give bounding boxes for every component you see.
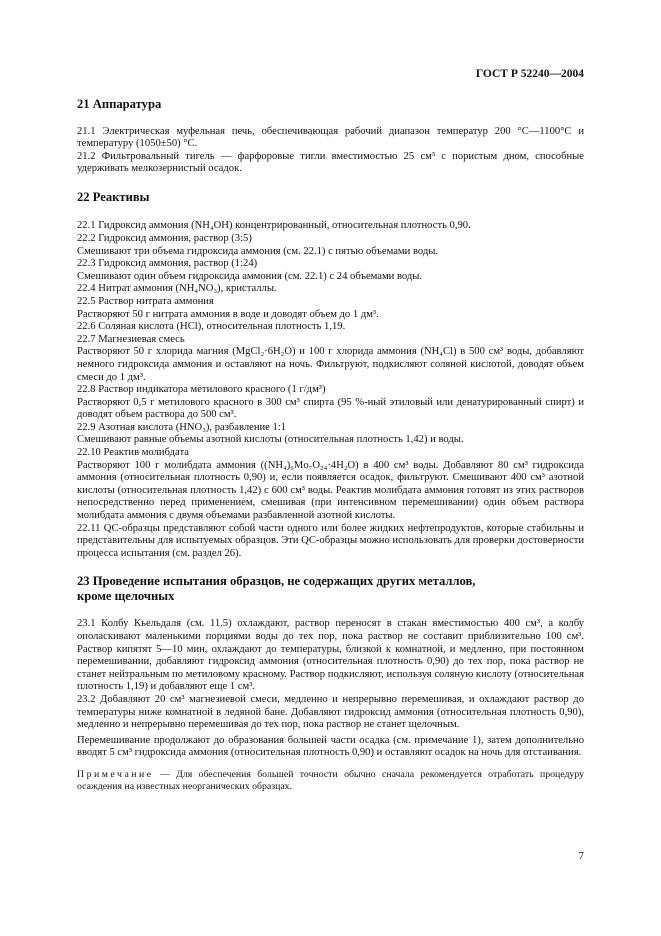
- note-text: — Для обеспечения большей точности обычно сначала рекомендуется отработать процедуру осаждения на известных неорганических образцах.: [77, 768, 584, 792]
- paragraph-23-3: Перемешивание продолжают до образования большей части осадка (см. примечание 1), затем дополнительно вводят 5 см³ гидроксида аммония (относительная плотность 0,90) и оставляют осадок на ночь для отстаивания.: [77, 734, 584, 759]
- note-label: Примечание: [77, 768, 154, 780]
- section-23-title: [77, 574, 584, 603]
- section-23-title-line1: 23 Проведение испытания образцов, не содержащих других металлов,: [77, 574, 476, 589]
- paragraph-23-1: 23.1 Колбу Кьельдаля (см. 11.5) охлаждают, раствор переносят в стакан вместимостью 400 см³, а колбу ополаскивают маленькими порциями воды до тех пор, пока раствор не составит приблизительно 100 см³. Раствор кипятят 5—10 мин, охлаждают до температуры, близкой к комнатной, и медленно, при постоянном перемешивании, добавляют гидроксид аммония (относительная плотность 0,90) до тех пор, пока раствор не станет нейтральным по метиловому красному. Раствор подкисляют, используя соляную кислоту (относительная плотность 1,19) и добавляют еще 1 см³.: [77, 618, 584, 693]
- note: [77, 769, 584, 793]
- item-22-5-text: Растворяют 50 г нитрата аммония в воде и доводят объем до 1 дм³.: [77, 308, 379, 320]
- item-22-6: 22.6 Соляная кислота (HCl), относительная плотность 1,19.: [77, 321, 346, 333]
- item-22-10: 22.10 Реактив молибдата: [77, 447, 189, 459]
- item-22-7: 22.7 Магнезиевая смесь: [77, 333, 185, 345]
- item-22-10-text: Растворяют 100 г молибдата аммония ((NH₄)₆Mo₇O₂₄·4H₂O) в 400 см³ воды. Добавляют 80 см³ гидроксида аммония (относительная плотность 0,90) и, если появляется осадок, фильтруют. Смешивают 400 см³ азотной кислоты (относительная плотность 1,42) с 600 см³ воды. Реактив молибдата аммония готовят из этих растворов непосредственно перед применением, смешивая (при интенсивном перемешивании) один объем раствора молибдата аммония с двумя объемами разбавленной азотной кислоты.: [77, 459, 584, 522]
- paragraph-23-2: 23.2 Добавляют 20 см³ магнезиевой смеси, медленно и непрерывно перемешивая, и охлаждают раствор до температуры ниже комнатной в ледяной бане. Добавляют гидроксид аммония (относительная плотность 0,90), медленно и непрерывно перемешивая до тех пор, пока раствор не станет щелочным.: [77, 693, 584, 731]
- item-22-2-text: Смешивают три объема гидроксида аммония (см. 22.1) с пятью объемами воды.: [77, 245, 439, 257]
- page-number: 7: [578, 850, 584, 862]
- item-22-11: 22.11 QC-образцы представляют собой части одного или более жидких нефтепродуктов, которые стабильны и представительны для испытуемых образцов. Эти QC-образцы можно использовать для проверки достоверности процесса испытания (см. раздел 26).: [77, 522, 585, 559]
- page-content: [77, 97, 584, 793]
- paragraph-21-2: 21.2 Фильтровальный тигель — фарфоровые тигли вместимостью 25 см³ с пористым дном, способные удерживать мелкозернистый осадок.: [77, 150, 584, 175]
- section-21-title: 21 Аппаратура: [77, 97, 162, 111]
- item-22-7-text: Растворяют 50 г хлорида магния (MgCl₂·6H₂O) и 100 г хлорида аммония (NH₄Cl) в 500 см³ воды, добавляют немного гидроксида аммония и оставляют на ночь. Фильтруют, подкисляют соляной кислотой, доводят объем смеси до 1 дм³.: [77, 346, 584, 383]
- section-22-body: [77, 220, 584, 560]
- item-22-9: 22.9 Азотная кислота (HNO₃), разбавление 1:1: [77, 421, 287, 433]
- section-23-title-line2: кроме щелочных: [77, 588, 175, 603]
- paragraph-21-1: [77, 126, 584, 151]
- document-header: ГОСТ Р 52240—2004: [475, 68, 584, 80]
- item-22-8: 22.8 Раствор индикатора метилового красного (1 г/дм³): [77, 384, 326, 396]
- item-22-8-text: Растворяют 0,5 г метилового красного в 300 см³ спирта (95 %-ный этиловый или денатурированный спирт) и доводят объем раствора до 500 см³.: [77, 396, 584, 421]
- item-22-3: 22.3 Гидроксид аммония, раствор (1:24): [77, 258, 258, 270]
- item-22-2: 22.2 Гидроксид аммония, раствор (3:5): [77, 232, 252, 244]
- item-22-5: 22.5 Раствор нитрата аммония: [77, 295, 214, 307]
- item-22-1: 22.1 Гидроксид аммония (NH₄OH) концентрированный, относительная плотность 0,90.: [77, 220, 471, 232]
- item-22-3-text: Смешивают один объем гидроксида аммония (см. 22.1) с 24 объемами воды.: [77, 270, 423, 282]
- item-22-4: 22.4 Нитрат аммония (NH₄NO₃), кристаллы.: [77, 283, 277, 295]
- paragraph-21-1-text: 21.1 Электрическая муфельная печь, обеспечивающая рабочий диапазон температур 200 °С—1100°С и температуру (1050±50) °С.: [77, 125, 584, 150]
- item-22-9-text: Смешивают равные объемы азотной кислоты (относительная плотность 1,42) и воды.: [77, 434, 464, 446]
- section-22-title: 22 Реактивы: [77, 189, 150, 204]
